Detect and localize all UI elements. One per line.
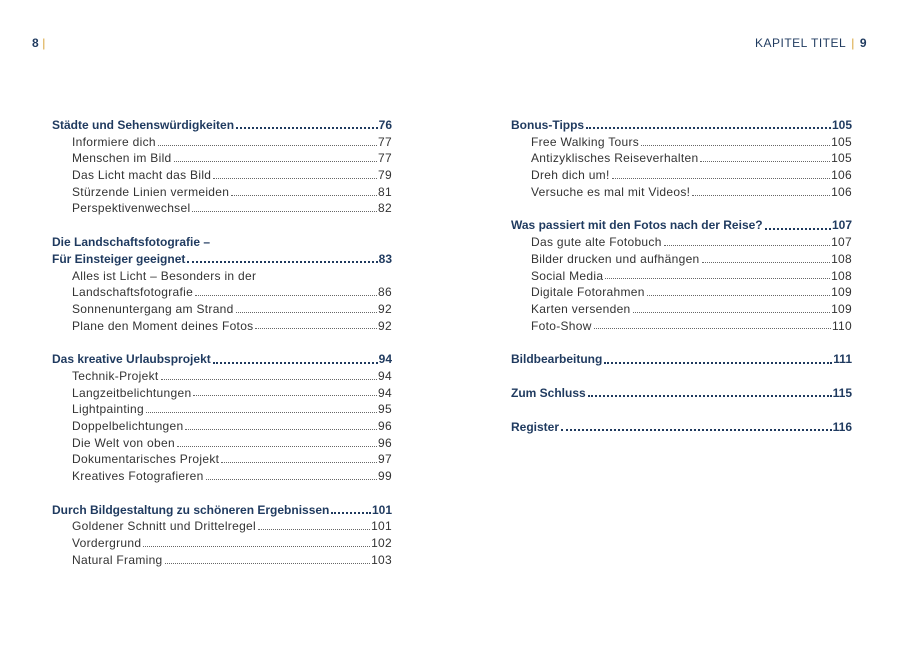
toc-entry-label: Landschaftsfotografie bbox=[72, 285, 194, 300]
toc-section bbox=[52, 234, 392, 334]
toc-entry-page-number: 109 bbox=[831, 301, 852, 316]
dot-leader bbox=[213, 178, 377, 179]
dot-leader bbox=[692, 195, 830, 196]
toc-entry-label: Dreh dich um! bbox=[531, 168, 610, 183]
toc-section bbox=[511, 419, 852, 436]
right-page-header bbox=[755, 36, 867, 50]
toc-entry-label: Antizyklisches Reiseverhalten bbox=[531, 151, 699, 166]
section-title[interactable] bbox=[511, 217, 852, 234]
toc-entry[interactable] bbox=[52, 167, 392, 184]
toc-entry-label: Digitale Fotorahmen bbox=[531, 285, 645, 300]
section-title-page-number: 76 bbox=[378, 118, 392, 132]
toc-entry-label: Menschen im Bild bbox=[72, 151, 172, 166]
toc-entry-label: Versuche es mal mit Videos! bbox=[531, 184, 691, 199]
dot-leader bbox=[158, 145, 377, 146]
dot-leader bbox=[255, 328, 377, 329]
toc-entry-label: Kreatives Fotografieren bbox=[72, 469, 204, 484]
toc-entry-page-number: 108 bbox=[831, 251, 852, 266]
toc-entry-page-number: 106 bbox=[831, 184, 852, 199]
dot-leader bbox=[586, 127, 831, 129]
right-page-number: 9 bbox=[859, 36, 867, 50]
toc-entry-label: Technik-Projekt bbox=[72, 368, 159, 383]
toc-entry-label: Dokumentarisches Projekt bbox=[72, 452, 220, 467]
toc-entry[interactable] bbox=[52, 552, 392, 569]
dot-leader bbox=[604, 362, 832, 364]
toc-entry-label: Karten versenden bbox=[531, 301, 631, 316]
dot-leader bbox=[236, 127, 378, 129]
dot-leader bbox=[185, 429, 377, 430]
toc-section bbox=[511, 117, 852, 200]
toc-entry-label: Langzeitbelichtungen bbox=[72, 385, 192, 400]
toc-entry-page-number: 97 bbox=[378, 452, 392, 467]
toc-entry-page-number: 96 bbox=[378, 435, 392, 450]
toc-entry-page-number: 77 bbox=[378, 151, 392, 166]
toc-entry-page-number: 77 bbox=[378, 134, 392, 149]
dot-leader bbox=[588, 395, 832, 397]
section-title-label: Für Einsteiger geeignet bbox=[52, 251, 186, 266]
section-title-page-number: 105 bbox=[831, 118, 852, 132]
chapter-title: KAPITEL TITEL bbox=[754, 36, 847, 50]
toc-entry[interactable] bbox=[52, 301, 392, 318]
toc-entry-label: Das Licht macht das Bild bbox=[72, 168, 212, 183]
dot-leader bbox=[664, 245, 830, 246]
section-title[interactable] bbox=[52, 351, 392, 368]
dot-leader bbox=[700, 161, 830, 162]
toc-entry[interactable] bbox=[52, 418, 392, 435]
section-title[interactable] bbox=[52, 251, 392, 268]
section-title-label: Städte und Sehenswürdigkeiten bbox=[52, 118, 235, 132]
toc-entry-page-number: 107 bbox=[831, 235, 852, 250]
dot-leader bbox=[161, 379, 378, 380]
toc-entry-label: Goldener Schnitt und Drittelregel bbox=[72, 519, 256, 534]
toc-entry-label: Das gute alte Fotobuch bbox=[531, 235, 662, 250]
toc-entry-page-number: 92 bbox=[378, 318, 392, 333]
toc-entry-label: Perspektivenwechsel bbox=[72, 201, 191, 216]
toc-entry-label: Bilder drucken und aufhängen bbox=[531, 251, 700, 266]
toc-entry[interactable] bbox=[511, 284, 852, 301]
toc-entry-label: Vordergrund bbox=[72, 536, 142, 551]
toc-entry[interactable] bbox=[52, 518, 392, 535]
toc-section bbox=[511, 217, 852, 334]
toc-entry[interactable] bbox=[52, 451, 392, 468]
toc-entry-label: Die Welt von oben bbox=[72, 435, 175, 450]
toc-entry[interactable] bbox=[52, 284, 392, 301]
section-title[interactable] bbox=[511, 351, 852, 368]
toc-section bbox=[52, 502, 392, 569]
toc-entry-page-number: 79 bbox=[378, 168, 392, 183]
toc-entry-page-number: 101 bbox=[371, 519, 392, 534]
section-title[interactable] bbox=[511, 385, 852, 402]
dot-leader bbox=[612, 178, 830, 179]
section-title[interactable] bbox=[52, 502, 392, 519]
toc-entry-page-number: 94 bbox=[378, 368, 392, 383]
toc-left-column bbox=[52, 117, 392, 586]
toc-section bbox=[511, 385, 852, 402]
toc-entry-page-number: 109 bbox=[831, 285, 852, 300]
toc-entry-label: Free Walking Tours bbox=[531, 134, 640, 149]
toc-entry-label: Sonnenuntergang am Strand bbox=[72, 301, 234, 316]
left-page-number: 8 bbox=[32, 36, 40, 50]
toc-entry-label: Social Media bbox=[531, 268, 604, 283]
section-title-page-number: 83 bbox=[378, 251, 392, 266]
section-title-label: Bildbearbeitung bbox=[511, 352, 603, 367]
dot-leader bbox=[331, 512, 371, 514]
section-title-page-number: 116 bbox=[832, 419, 852, 434]
dot-leader bbox=[236, 312, 377, 313]
toc-entry[interactable] bbox=[52, 368, 392, 385]
toc-entry-page-number: 82 bbox=[378, 201, 392, 216]
toc-entry-page-number: 108 bbox=[831, 268, 852, 283]
header-divider: | bbox=[42, 36, 46, 50]
section-title-line[interactable] bbox=[52, 234, 392, 251]
dot-leader bbox=[221, 462, 377, 463]
toc-entry[interactable] bbox=[511, 318, 852, 335]
toc-entry-page-number: 103 bbox=[371, 552, 392, 567]
toc-entry-page-number: 102 bbox=[371, 536, 392, 551]
section-title-page-number: 111 bbox=[833, 352, 852, 367]
toc-entry[interactable] bbox=[52, 150, 392, 167]
toc-entry[interactable] bbox=[52, 385, 392, 402]
dot-leader bbox=[561, 429, 832, 431]
toc-section bbox=[511, 351, 852, 368]
dot-leader bbox=[146, 412, 377, 413]
dot-leader bbox=[177, 446, 377, 447]
dot-leader bbox=[765, 228, 831, 230]
section-title-page-number: 101 bbox=[371, 502, 392, 517]
toc-entry-line[interactable] bbox=[52, 268, 392, 285]
section-title-label: Register bbox=[511, 419, 560, 434]
toc-entry[interactable] bbox=[511, 301, 852, 318]
toc-entry-page-number: 105 bbox=[831, 151, 852, 166]
toc-entry-page-number: 96 bbox=[378, 419, 392, 433]
toc-entry[interactable] bbox=[511, 251, 852, 268]
section-title-label: Das kreative Urlaubsprojekt bbox=[52, 352, 211, 367]
section-title-page-number: 94 bbox=[378, 352, 392, 367]
dot-leader bbox=[143, 546, 370, 547]
toc-section bbox=[52, 117, 392, 217]
toc-entry-page-number: 81 bbox=[378, 184, 392, 199]
toc-entry[interactable] bbox=[511, 184, 852, 201]
toc-entry-page-number: 86 bbox=[378, 285, 392, 300]
section-title[interactable] bbox=[511, 419, 852, 436]
toc-right-column bbox=[511, 117, 852, 452]
section-title[interactable] bbox=[52, 117, 392, 134]
toc-entry[interactable] bbox=[511, 150, 852, 167]
dot-leader bbox=[633, 312, 831, 313]
dot-leader bbox=[594, 328, 831, 329]
toc-entry-label: Stürzende Linien vermeiden bbox=[72, 184, 230, 199]
toc-entry[interactable] bbox=[511, 234, 852, 251]
dot-leader bbox=[187, 261, 377, 263]
toc-entry[interactable] bbox=[52, 318, 392, 335]
toc-entry-page-number: 95 bbox=[378, 402, 392, 417]
section-title-label: Was passiert mit den Fotos nach der Reise? bbox=[511, 218, 763, 233]
section-title-page-number: 115 bbox=[832, 385, 852, 400]
dot-leader bbox=[605, 278, 830, 279]
toc-entry-label: Informiere dich bbox=[72, 134, 156, 149]
dot-leader bbox=[231, 195, 377, 196]
dot-leader bbox=[193, 395, 377, 396]
toc-entry[interactable] bbox=[511, 134, 852, 151]
toc-entry-page-number: 92 bbox=[378, 301, 392, 316]
toc-entry[interactable] bbox=[52, 200, 392, 217]
dot-leader bbox=[195, 295, 377, 296]
dot-leader bbox=[647, 295, 830, 296]
toc-entry-page-number: 99 bbox=[378, 469, 392, 484]
dot-leader bbox=[192, 211, 377, 212]
left-page-number-header bbox=[32, 36, 46, 50]
section-title-label: Bonus-Tipps bbox=[511, 118, 585, 132]
toc-entry-label: Lightpainting bbox=[72, 402, 144, 417]
dot-leader bbox=[206, 479, 377, 480]
toc-entry-page-number: 94 bbox=[378, 385, 392, 400]
section-title-label: Zum Schluss bbox=[511, 385, 586, 400]
dot-leader bbox=[258, 529, 370, 530]
section-title[interactable] bbox=[511, 117, 852, 134]
toc-entry-label: Doppelbelichtungen bbox=[72, 419, 184, 433]
toc-entry-page-number: 105 bbox=[831, 134, 852, 149]
section-title-page-number: 107 bbox=[831, 218, 852, 233]
toc-entry-label: Plane den Moment deines Fotos bbox=[72, 318, 254, 333]
toc-entry-line-label: Alles ist Licht – Besonders in der bbox=[72, 268, 257, 283]
toc-entry-page-number: 106 bbox=[831, 168, 852, 183]
section-title-label: Durch Bildgestaltung zu schöneren Ergebnissen bbox=[52, 502, 330, 517]
toc-entry[interactable] bbox=[52, 184, 392, 201]
toc-entry-label: Foto-Show bbox=[531, 318, 592, 333]
dot-leader bbox=[213, 362, 378, 364]
section-title-line-label: Die Landschaftsfotografie – bbox=[52, 235, 211, 250]
dot-leader bbox=[641, 145, 830, 146]
dot-leader bbox=[174, 161, 378, 162]
toc-entry-page-number: 110 bbox=[831, 318, 852, 333]
toc-entry[interactable] bbox=[52, 134, 392, 151]
toc-entry[interactable] bbox=[511, 167, 852, 184]
toc-entry[interactable] bbox=[511, 268, 852, 285]
dot-leader bbox=[702, 262, 831, 263]
toc-entry[interactable] bbox=[52, 435, 392, 452]
toc-entry[interactable] bbox=[52, 468, 392, 485]
dot-leader bbox=[165, 563, 371, 564]
header-divider: | bbox=[851, 36, 855, 50]
toc-entry[interactable] bbox=[52, 535, 392, 552]
toc-section bbox=[52, 351, 392, 485]
toc-entry-label: Natural Framing bbox=[72, 552, 163, 567]
toc-entry[interactable] bbox=[52, 401, 392, 418]
